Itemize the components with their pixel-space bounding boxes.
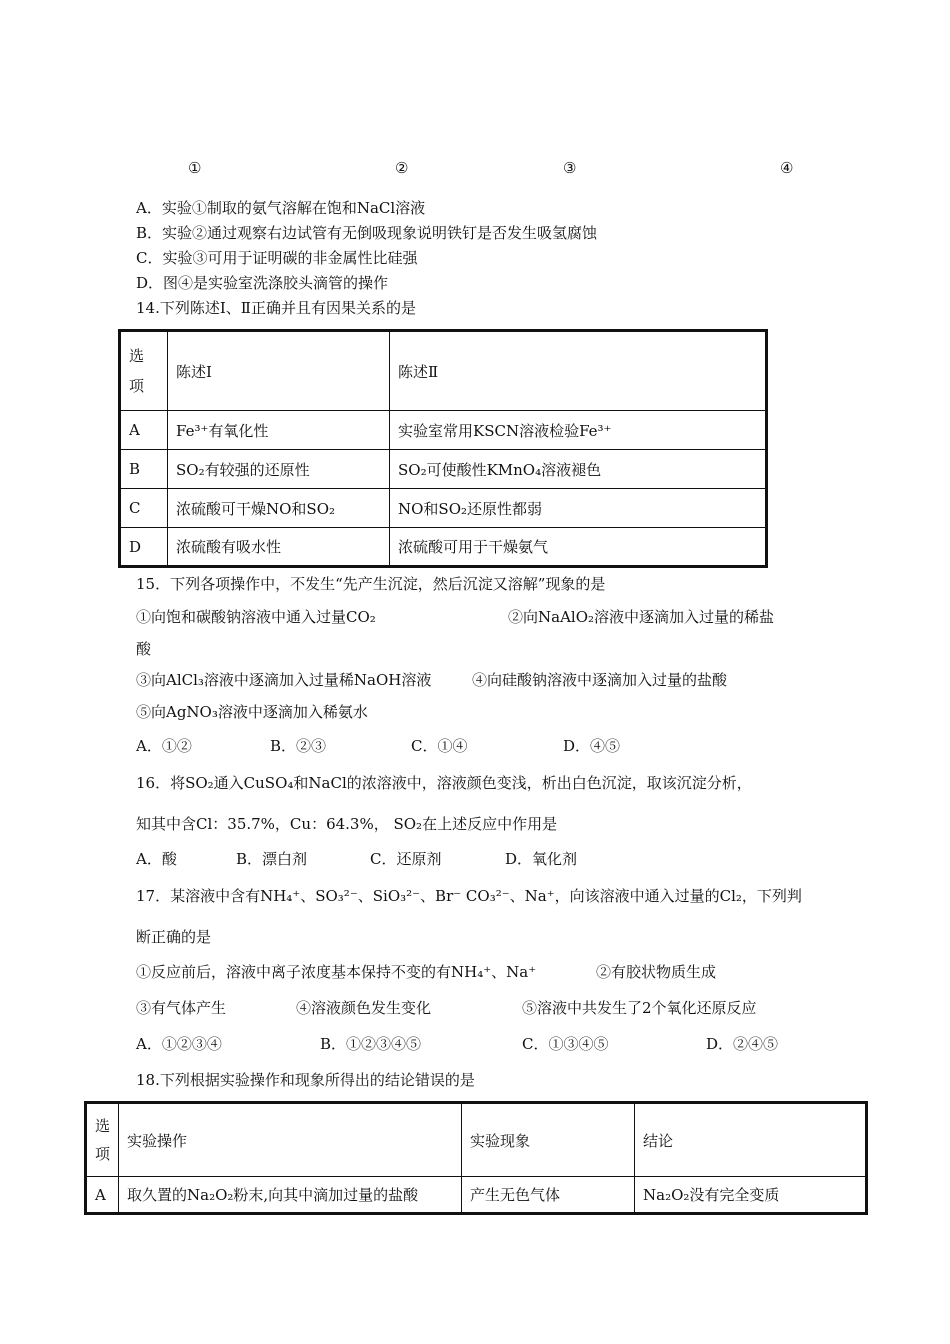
q15-item-4: ④向硅酸钠溶液中逐滴加入过量的盐酸 xyxy=(472,671,728,689)
q14-row-a-c1: Fe³⁺有氧化性 xyxy=(168,411,390,450)
table-row xyxy=(86,1177,867,1214)
q15-option-c: C．①④ xyxy=(411,737,468,755)
q17-item-3: ③有气体产生 xyxy=(136,999,227,1017)
q16-option-b: B．漂白剂 xyxy=(236,850,308,868)
q18-header-c1: 实验操作 xyxy=(119,1103,462,1177)
q14-row-c-option: C xyxy=(120,489,168,528)
q16-stem-line1: 16．将SO₂通入CuSO₄和NaCl的浓溶液中，溶液颜色变浅，析出白色沉淀，取该沉淀分析， xyxy=(136,774,752,792)
q18-row-a-option: A xyxy=(86,1177,119,1214)
figure-label-4: ④ xyxy=(780,159,794,177)
q18-header-c3: 结论 xyxy=(635,1103,867,1177)
q17-option-d: D．②④⑤ xyxy=(706,1035,779,1053)
table-row xyxy=(120,489,767,528)
q15-stem: 15．下列各项操作中，不发生“先产生沉淀，然后沉淀又溶解”现象的是 xyxy=(136,575,606,593)
q14-header-c1: 陈述Ⅰ xyxy=(168,331,390,411)
q13-option-b: B．实验②通过观察右边试管有无倒吸现象说明铁钉是否发生吸氢腐蚀 xyxy=(136,224,598,242)
q14-table xyxy=(118,329,768,568)
q15-item-1: ①向饱和碳酸钠溶液中通入过量CO₂ xyxy=(136,608,376,626)
q13-option-d: D．图④是实验室洗涤胶头滴管的操作 xyxy=(136,274,389,292)
q14-row-b-c2: SO₂可使酸性KMnO₄溶液褪色 xyxy=(390,450,767,489)
q17-item-4: ④溶液颜色发生变化 xyxy=(296,999,432,1017)
q15-item-5: ⑤向AgNO₃溶液中逐滴加入稀氨水 xyxy=(136,703,368,721)
q14-header-option-2: 项 xyxy=(129,377,145,395)
q14-row-c-c2: NO和SO₂还原性都弱 xyxy=(390,489,767,528)
q16-option-d: D．氧化剂 xyxy=(505,850,578,868)
table-row xyxy=(120,450,767,489)
q18-row-a-c3: Na₂O₂没有完全变质 xyxy=(635,1177,867,1214)
q16-stem-line2: 知其中含Cl：35.7%，Cu：64.3%， SO₂在上述反应中作用是 xyxy=(136,815,558,833)
q17-stem-line1: 17．某溶液中含有NH₄⁺、SO₃²⁻、SiO₃²⁻、Br⁻ CO₃²⁻、Na⁺，向该溶液中通入过量的Cl₂，下列判 xyxy=(136,887,802,905)
figure-label-1: ① xyxy=(188,159,202,177)
figure-label-2: ② xyxy=(395,159,409,177)
q14-row-a-c2: 实验室常用KSCN溶液检验Fe³⁺ xyxy=(390,411,767,450)
q14-row-a-option: A xyxy=(120,411,168,450)
q18-table xyxy=(84,1101,868,1215)
q16-option-a: A．酸 xyxy=(136,850,177,868)
q18-stem: 18.下列根据实验操作和现象所得出的结论错误的是 xyxy=(136,1071,475,1089)
q13-option-a: A．实验①制取的氨气溶解在饱和NaCl溶液 xyxy=(136,199,426,217)
q17-item-2: ②有胶状物质生成 xyxy=(596,963,717,981)
q17-item-5: ⑤溶液中共发生了2个氧化还原反应 xyxy=(522,999,757,1017)
table-row xyxy=(120,528,767,567)
q15-item-2-cont: 酸 xyxy=(136,640,152,658)
q17-option-a: A．①②③④ xyxy=(136,1035,222,1053)
q18-header-row xyxy=(86,1103,867,1177)
q14-stem: 14.下列陈述Ⅰ、Ⅱ正确并且有因果关系的是 xyxy=(136,299,416,317)
q14-row-d-c2: 浓硫酸可用于干燥氨气 xyxy=(390,528,767,567)
q15-option-d: D．④⑤ xyxy=(563,737,621,755)
q14-row-d-c1: 浓硫酸有吸水性 xyxy=(168,528,390,567)
q16-option-c: C．还原剂 xyxy=(370,850,442,868)
q17-item-1: ①反应前后，溶液中离子浓度基本保持不变的有NH₄⁺、Na⁺ xyxy=(136,963,537,981)
q14-header-option-1: 选 xyxy=(129,347,145,365)
q18-row-a-c2: 产生无色气体 xyxy=(462,1177,635,1214)
q14-row-c-c1: 浓硫酸可干燥NO和SO₂ xyxy=(168,489,390,528)
q15-item-2: ②向NaAlO₂溶液中逐滴加入过量的稀盐 xyxy=(508,608,775,626)
q14-header-c2: 陈述Ⅱ xyxy=(390,331,767,411)
table-row xyxy=(120,411,767,450)
q14-row-b-option: B xyxy=(120,450,168,489)
q18-header-option xyxy=(86,1103,119,1177)
figure-label-3: ③ xyxy=(563,159,577,177)
q14-header-option xyxy=(120,331,168,411)
q15-option-b: B．②③ xyxy=(270,737,327,755)
q13-option-c: C．实验③可用于证明碳的非金属性比硅强 xyxy=(136,249,418,267)
q15-option-a: A．①② xyxy=(136,737,192,755)
q15-item-3: ③向AlCl₃溶液中逐滴加入过量稀NaOH溶液 xyxy=(136,671,432,689)
q18-header-option-2: 项 xyxy=(95,1145,111,1163)
q17-option-b: B．①②③④⑤ xyxy=(320,1035,422,1053)
q17-option-c: C．①③④⑤ xyxy=(522,1035,609,1053)
q18-header-option-1: 选 xyxy=(95,1117,111,1135)
q14-header-row xyxy=(120,331,767,411)
q14-row-d-option: D xyxy=(120,528,168,567)
q18-header-c2: 实验现象 xyxy=(462,1103,635,1177)
q18-row-a-c1: 取久置的Na₂O₂粉末,向其中滴加过量的盐酸 xyxy=(119,1177,462,1214)
q17-stem-line2: 断正确的是 xyxy=(136,928,212,946)
q14-row-b-c1: SO₂有较强的还原性 xyxy=(168,450,390,489)
